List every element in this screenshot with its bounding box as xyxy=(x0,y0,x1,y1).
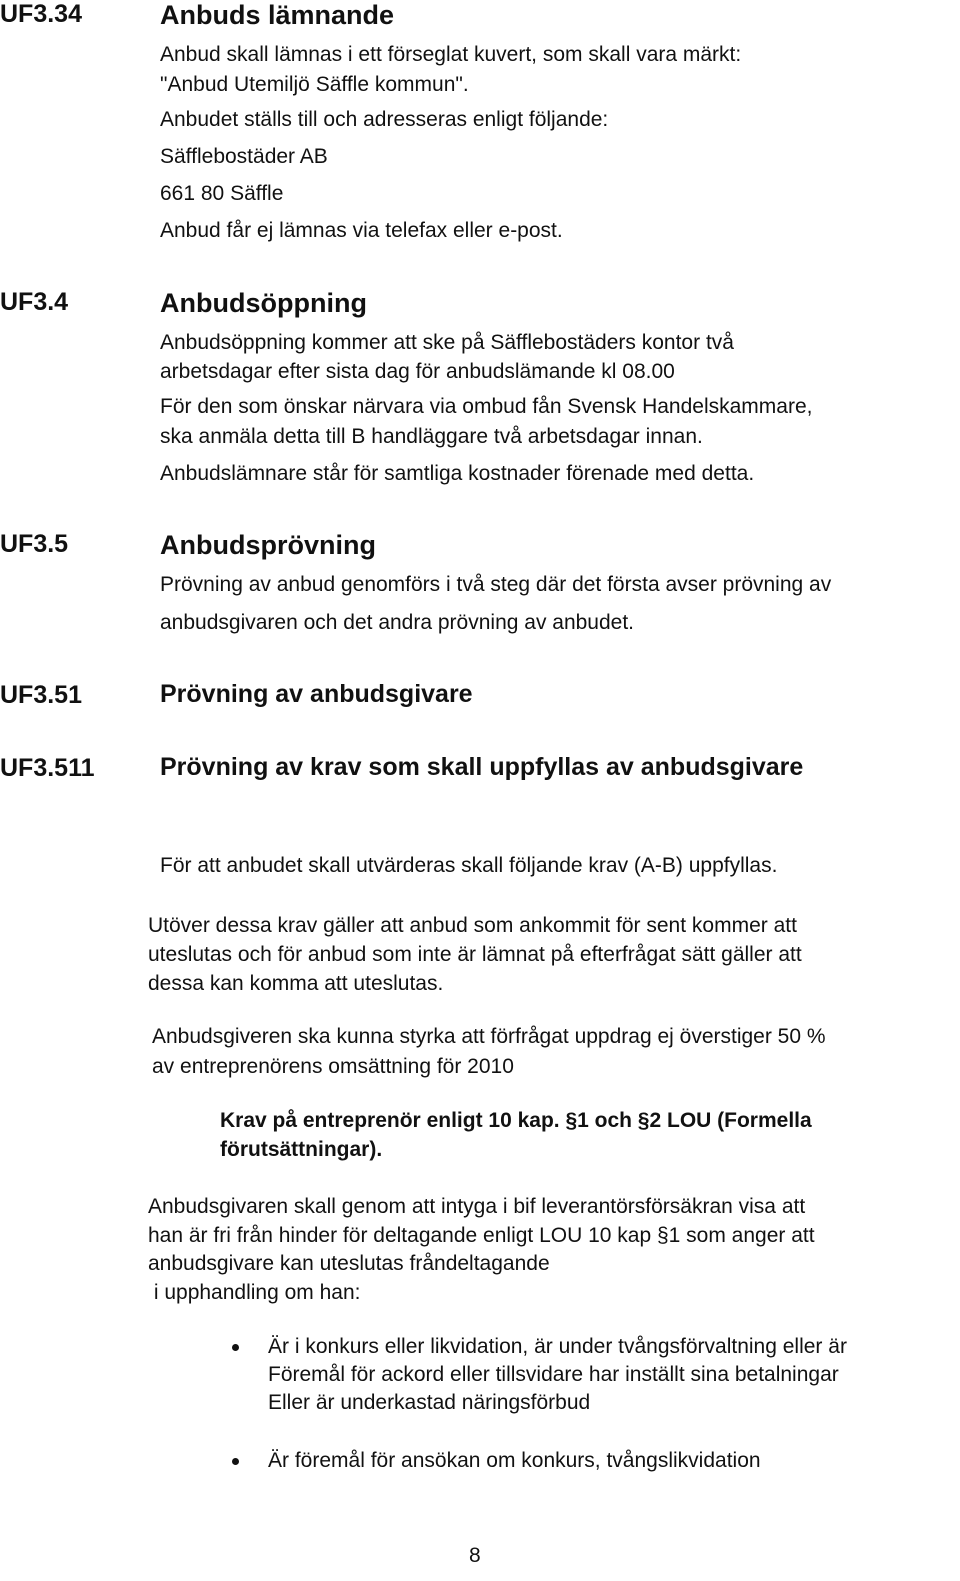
section-number: UF3.34 xyxy=(0,0,82,28)
body-line: Anbudslämnare står för samtliga kostnader förenade med detta. xyxy=(160,462,755,485)
paragraph-line: Anbudsgiveren ska kunna styrka att förfrågat uppdrag ej överstiger 50 % xyxy=(152,1025,826,1048)
requirements-paragraph: För att anbudet skall utvärderas skall följande krav (A-B) uppfyllas. xyxy=(160,854,778,877)
body-line: arbetsdagar efter sista dag för anbudslämande kl 08.00 xyxy=(160,360,675,383)
section-heading: Prövning av anbudsgivare xyxy=(160,680,473,708)
declaration-paragraph xyxy=(148,1193,815,1307)
paragraph-line: Utöver dessa krav gäller att anbud som ankommit för sent kommer att xyxy=(148,914,797,937)
body-line: Anbud skall lämnas i ett förseglat kuvert, som skall vara märkt: xyxy=(160,43,742,66)
body-line: anbudsgivaren och det andra prövning av anbudet. xyxy=(160,611,635,634)
bullet-item xyxy=(268,1447,761,1475)
body-line: ska anmäla detta till B handläggare två arbetsdagar innan. xyxy=(160,425,703,448)
paragraph-line: av entreprenörens omsättning för 2010 xyxy=(152,1055,514,1078)
section-number: UF3.51 xyxy=(0,681,82,709)
page-number: 8 xyxy=(469,1544,481,1567)
body-line: Säfflebostäder AB xyxy=(160,145,328,168)
paragraph-line: i upphandling om han: xyxy=(148,1280,361,1304)
bullet-line: Är i konkurs eller likvidation, är under tvångsförvaltning eller är xyxy=(268,1335,847,1358)
section-heading: Anbudsprövning xyxy=(160,530,376,560)
body-line: "Anbud Utemiljö Säffle kommun". xyxy=(160,73,469,96)
body-line: För den som önskar närvara via ombud fån Svensk Handelskammare, xyxy=(160,395,813,418)
section-heading: Anbudsöppning xyxy=(160,288,367,318)
body-line: 661 80 Säffle xyxy=(160,182,284,205)
body-line: Anbudet ställs till och adresseras enligt följande: xyxy=(160,108,609,131)
body-line: Anbudsöppning kommer att ske på Säfflebostäders kontor två xyxy=(160,331,734,354)
section-number: UF3.511 xyxy=(0,754,95,782)
section-heading: Prövning av krav som skall uppfyllas av anbudsgivare xyxy=(160,753,804,781)
paragraph-line: uteslutas och för anbud som inte är lämnat på efterfrågat sätt gäller att xyxy=(148,943,802,966)
section-number: UF3.4 xyxy=(0,288,69,316)
late-bids-paragraph xyxy=(148,911,802,998)
body-line: Anbud får ej lämnas via telefax eller e-post. xyxy=(160,219,563,242)
bullet-line: Föremål för ackord eller tillsvidare har inställt sina betalningar xyxy=(268,1363,839,1386)
section-number: UF3.5 xyxy=(0,530,69,558)
bullet-line: Eller är underkastad näringsförbud xyxy=(268,1391,591,1414)
turnover-paragraph xyxy=(152,1022,826,1082)
paragraph-line: dessa kan komma att uteslutas. xyxy=(148,972,444,995)
heading-line: förutsättningar). xyxy=(220,1138,383,1161)
section-heading: Anbuds lämnande xyxy=(160,0,395,30)
paragraph-line: anbudsgivare kan uteslutas fråndeltagande xyxy=(148,1252,550,1275)
paragraph-line: han är fri från hinder för deltagande enligt LOU 10 kap §1 som anger att xyxy=(148,1223,815,1247)
paragraph-line: Anbudsgivaren skall genom att intyga i bif leverantörsförsäkran visa att xyxy=(148,1195,806,1218)
requirements-heading xyxy=(220,1106,812,1164)
bullet-icon xyxy=(232,1458,239,1465)
bullet-item xyxy=(268,1333,847,1417)
heading-line: Krav på entreprenör enligt 10 kap. §1 och §2 LOU (Formella xyxy=(220,1109,812,1132)
bullet-line: Är föremål för ansökan om konkurs, tvångslikvidation xyxy=(268,1449,761,1472)
bullet-icon xyxy=(232,1344,239,1351)
body-line: Prövning av anbud genomförs i två steg där det första avser prövning av xyxy=(160,573,832,596)
